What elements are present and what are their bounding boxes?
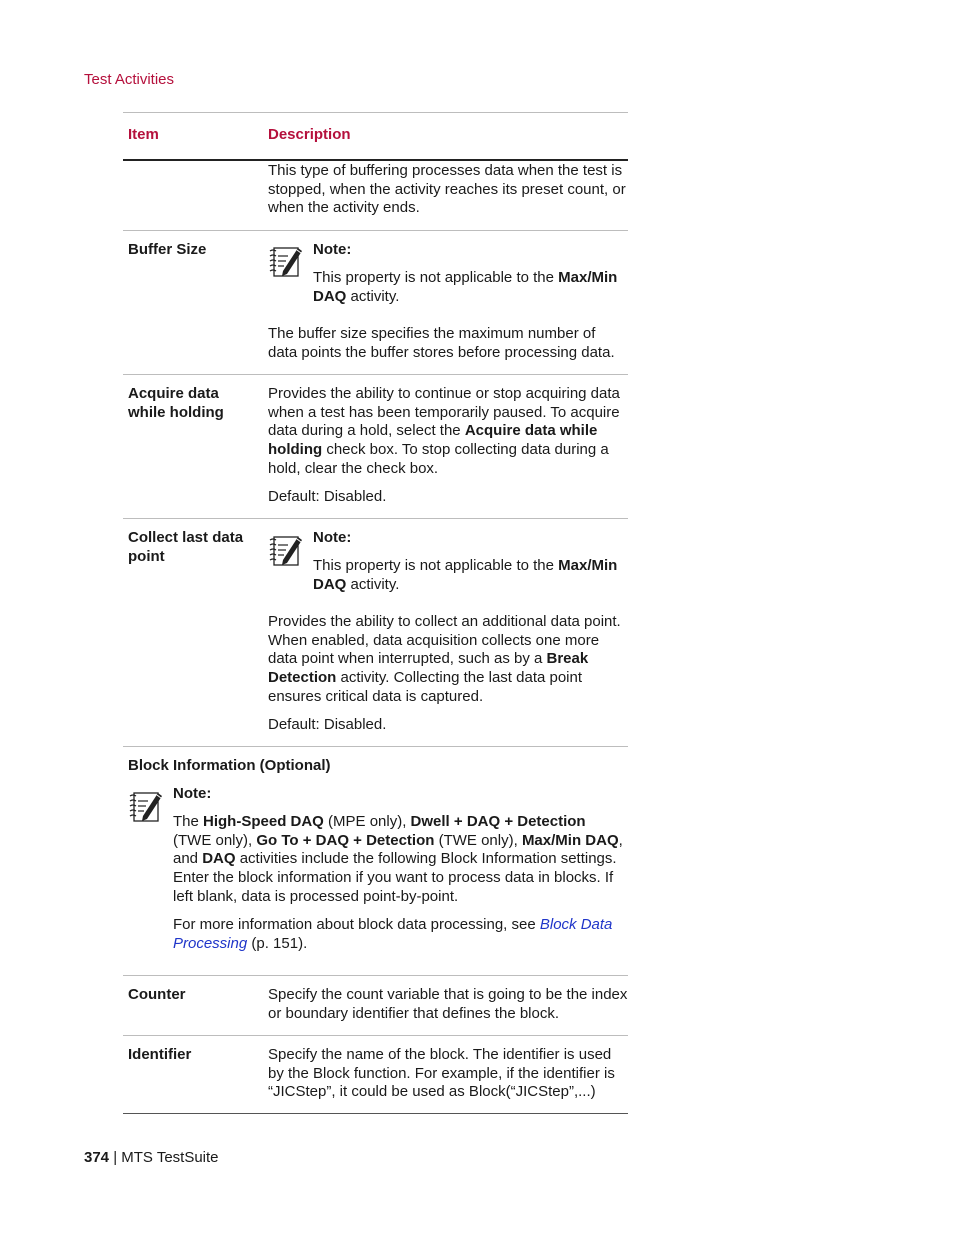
row-divider <box>123 518 628 519</box>
row-divider <box>123 1035 628 1036</box>
note-title: Note: <box>173 785 212 802</box>
row-divider <box>123 374 628 375</box>
note-text: This property is not applicable to the Max/Min DAQ activity. <box>313 269 618 305</box>
acquire-data-default: Default: Disabled. <box>268 488 387 505</box>
column-header-description: Description <box>268 126 351 143</box>
page-footer: 374 | MTS TestSuite <box>84 1149 219 1166</box>
row-divider <box>123 975 628 976</box>
note-title: Note: <box>313 529 352 546</box>
row-label-collect-last-data-point: Collect last data point <box>128 529 244 565</box>
table-bottom-rule <box>123 1113 628 1114</box>
row-label-buffer-size: Buffer Size <box>128 241 207 258</box>
note-pencil-icon <box>268 531 302 569</box>
column-header-item: Item <box>128 126 159 143</box>
collect-default: Default: Disabled. <box>268 716 387 733</box>
note-text: This property is not applicable to the Max/Min DAQ activity. <box>313 557 618 593</box>
buffer-size-description: The buffer size specifies the maximum number of data points the buffer stores before processing data. <box>268 325 615 361</box>
row-label-counter: Counter <box>128 986 186 1003</box>
counter-description: Specify the count variable that is going to be the index or boundary identifier that defines the block. <box>268 986 628 1022</box>
block-data-processing-link[interactable]: Block Data Processing <box>173 916 613 952</box>
note-pencil-icon <box>128 787 162 825</box>
row-divider <box>123 230 628 231</box>
row-label-identifier: Identifier <box>128 1046 192 1063</box>
page-number: 374 <box>84 1149 110 1166</box>
block-more-info: For more information about block data processing, see Block Data Processing (p. 151). <box>173 916 613 952</box>
section-header: Test Activities <box>84 71 175 88</box>
identifier-description: Specify the name of the block. The identifier is used by the Block function. For example, if the identifier is “JICStep”, it could be used as Block(“JICStep”,...) <box>268 1046 615 1101</box>
block-note-text: The High-Speed DAQ (MPE only), Dwell + DAQ + Detection (TWE only), Go To + DAQ + Detection (TWE only), Max/Min DAQ, and DAQ activities include the following Block Information settings. Enter the block information if you want to process data in blocks. If left blank, data is processed point-by-point. <box>173 813 623 905</box>
table-top-rule <box>123 112 628 113</box>
note-title: Note: <box>313 241 352 258</box>
row-divider <box>123 746 628 747</box>
acquire-data-description: Provides the ability to continue or stop acquiring data when a test has been temporarily paused. To acquire data during a hold, select the Acquire data while holding check box. To stop collecting data during a hold, clear the check box. <box>268 385 620 477</box>
row-label-acquire-data: Acquire data while holding <box>128 385 224 421</box>
header-rule <box>123 159 628 161</box>
block-information-title: Block Information (Optional) <box>128 757 331 774</box>
buffering-description: This type of buffering processes data when the test is stopped, when the activity reaches its preset count, or when the activity ends. <box>268 162 626 217</box>
collect-description: Provides the ability to collect an additional data point. When enabled, data acquisition collects one more data point when interrupted, such as by a Break Detection activity. Collecting the last data point ensures critical data is captured. <box>268 613 621 705</box>
note-pencil-icon <box>268 242 302 280</box>
doc-title: MTS TestSuite <box>121 1149 219 1166</box>
